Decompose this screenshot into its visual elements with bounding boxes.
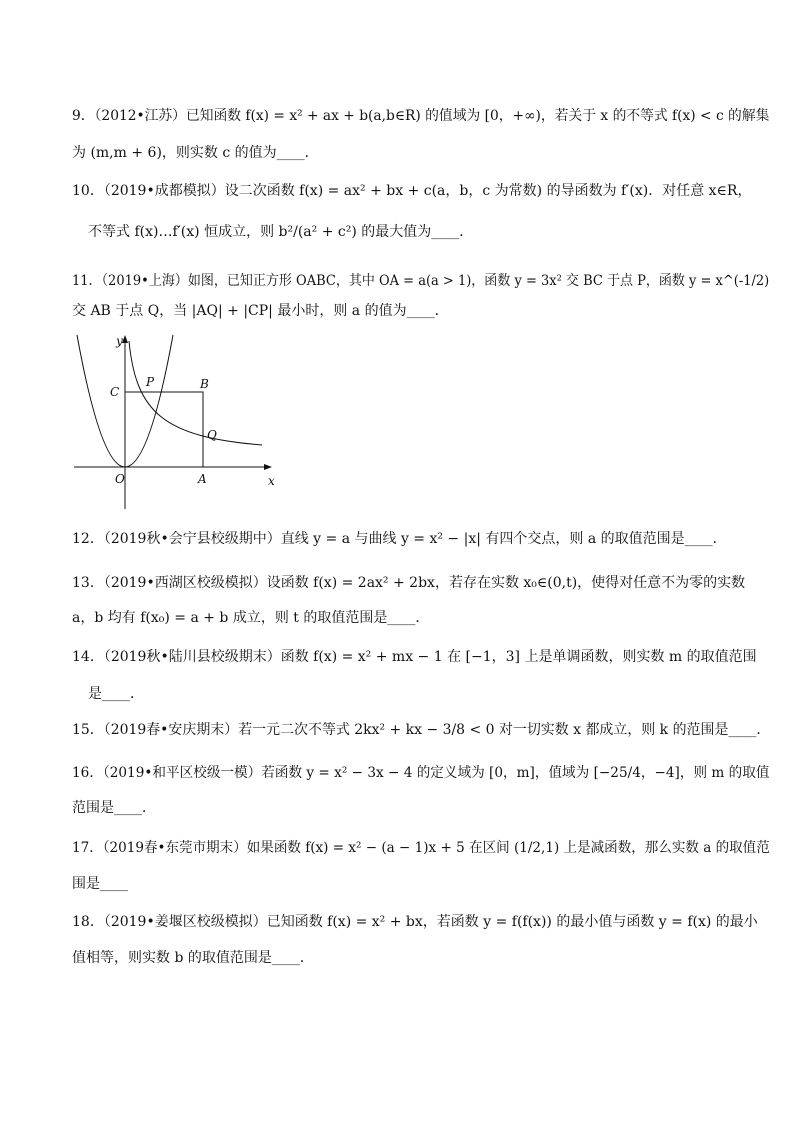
label-x: x [268,474,275,488]
question-10-line-1: 10．（2019•成都模拟）设二次函数 f(x) = ax² + bx + c(a，b，c 为常数) 的导函数为 f′(x)．对任意 x∈R， [72,183,752,199]
question-9-line-1: 9．（2012•江苏）已知函数 f(x) = x² + ax + b(a,b∈R) 的值域为 [0，+∞)，若关于 x 的不等式 f(x) < c 的解集 [72,108,770,124]
question-16-line-2: 范围是____． [72,800,156,816]
question-13-line-2: a，b 均有 f(x₀) = a + b 成立，则 t 的取值范围是____． [72,610,430,626]
question-18-line-1: 18．（2019•姜堰区校级模拟）已知函数 f(x) = x² + bx，若函数 y = f(f(x)) 的最小值与函数 y = f(x) 的最小 [72,914,758,930]
label-Q: Q [207,428,217,442]
question-10-line-2: 不等式 f(x)…f′(x) 恒成立，则 b²/(a² + c²) 的最大值为____． [88,224,474,240]
label-y: y [116,334,123,348]
question-14-line-1: 14．（2019秋•陆川县校级期末）函数 f(x) = x² + mx − 1 在 [−1，3] 上是单调函数，则实数 m 的取值范围 [72,649,757,665]
square-parabola-hyperbola-figure [72,333,282,513]
question-15-line-1: 15．（2019春•安庆期末）若一元二次不等式 2kx² + kx − 3/8 < 0 对一切实数 x 都成立，则 k 的范围是____． [72,722,771,738]
question-14-line-2: 是____． [88,686,144,702]
question-18-line-2: 值相等，则实数 b 的取值范围是____． [72,950,314,966]
question-16-line-1: 16．（2019•和平区校级一模）若函数 y = x² − 3x − 4 的定义域为 [0，m]，值域为 [−25/4，−4]，则 m 的取值 [72,765,770,781]
power-curve [129,341,262,445]
question-12-line-1: 12．（2019秋•会宁县校级期中）直线 y = a 与曲线 y = x² − |x| 有四个交点，则 a 的取值范围是____． [72,531,727,547]
square-OABC [125,392,203,467]
label-C: C [110,385,120,399]
x-axis-arrow [264,464,272,470]
y-axis-arrow [122,335,128,343]
label-A: A [198,472,207,486]
question-13-line-1: 13．（2019•西湖区校级模拟）设函数 f(x) = 2ax² + 2bx，若存在实数 x₀∈(0,t)，使得对任意不为零的实数 [72,575,746,591]
label-P: P [146,375,155,389]
question-9-line-2: 为 (m,m + 6)，则实数 c 的值为____． [72,145,319,161]
question-11-line-2: 交 AB 于点 Q，当 |AQ| + |CP| 最小时，则 a 的值为____． [72,303,449,319]
label-B: B [200,377,209,391]
label-O: O [115,472,125,486]
question-17-line-1: 17．（2019春•东莞市期末）如果函数 f(x) = x² − (a − 1)x + 5 在区间 (1/2,1) 上是减函数，那么实数 a 的取值范 [72,840,770,856]
question-17-line-2: 围是____ [72,876,128,892]
question-11-line-1: 11．（2019•上海）如图，已知正方形 OABC，其中 OA = a(a > 1)，函数 y = 3x² 交 BC 于点 P，函数 y = x^(-1/2) [72,273,770,289]
